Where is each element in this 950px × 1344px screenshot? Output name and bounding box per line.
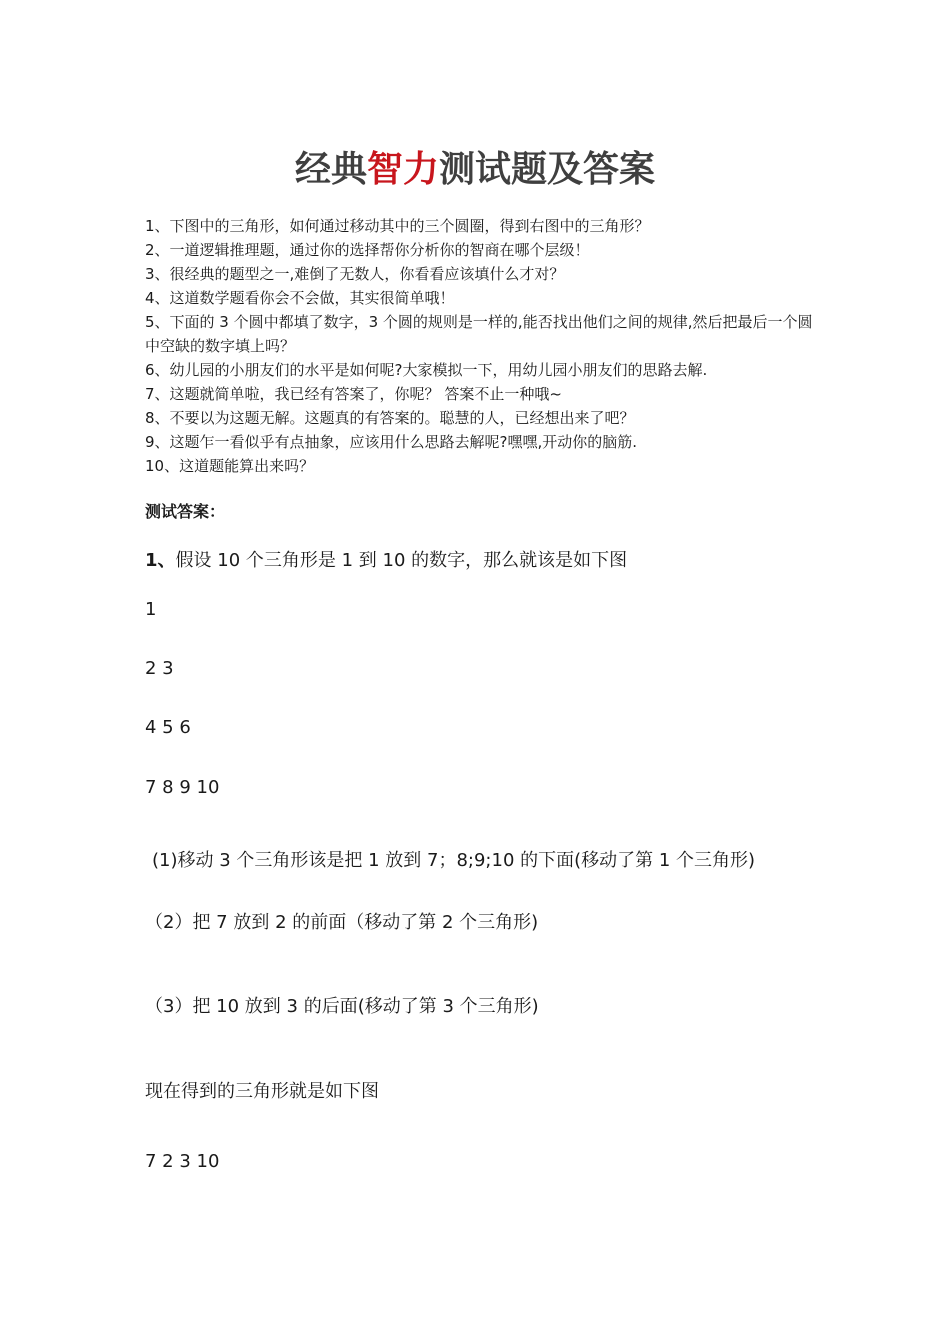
question-item: 2、一道逻辑推理题，通过你的选择帮你分析你的智商在哪个层级！ (145, 241, 590, 259)
answer-1 (145, 548, 627, 574)
step-2: （2）把 7 放到 2 的前面（移动了第 2 个三角形) (145, 912, 539, 933)
question-item: 7、这题就简单啦，我已经有答案了，你呢？ 答案不止一种哦~ (145, 385, 562, 403)
answers-heading: 测试答案： (145, 502, 226, 521)
question-item: 3、很经典的题型之一,难倒了无数人，你看看应该填什么才对？ (145, 265, 565, 283)
triangle-row: 1 (145, 599, 157, 620)
page-title (0, 146, 950, 194)
question-item: 10、这道题能算出来吗？ (145, 457, 315, 475)
result-row: 7 2 3 10 (145, 1151, 220, 1172)
step-1: (1)移动 3 个三角形该是把 1 放到 7；8;9;10 的下面(移动了第 1 个三角形) (152, 850, 756, 871)
triangle-row: 2 3 (145, 658, 174, 679)
question-list (145, 214, 817, 478)
question-item: 6、幼儿园的小朋友们的水平是如何呢?大家模拟一下，用幼儿园小朋友们的思路去解. (145, 361, 708, 379)
triangle-row: 7 8 9 10 (145, 777, 220, 798)
result-intro: 现在得到的三角形就是如下图 (145, 1081, 379, 1102)
title-part-3: 测试题及答案 (439, 149, 656, 190)
question-item: 5、下面的 3 个圆中都填了数字，3 个圆的规则是一样的,能否找出他们之间的规律,然后把最后一个圆中空缺的数字填上吗？ (145, 313, 813, 355)
question-item: 4、这道数学题看你会不会做，其实很简单哦！ (145, 289, 455, 307)
step-3: （3）把 10 放到 3 的后面(移动了第 3 个三角形) (145, 996, 539, 1017)
question-item: 1、下图中的三角形，如何通过移动其中的三个圆圈，得到右图中的三角形？ (145, 217, 650, 235)
title-highlight: 智力 (366, 149, 439, 190)
answer-1-text: 假设 10 个三角形是 1 到 10 的数字，那么就该是如下图 (175, 550, 628, 571)
question-item: 8、不要以为这题无解。这题真的有答案的。聪慧的人，已经想出来了吧？ (145, 409, 635, 427)
question-item: 9、这题乍一看似乎有点抽象，应该用什么思路去解呢?嘿嘿,开动你的脑筋. (145, 433, 638, 451)
triangle-row: 4 5 6 (145, 717, 191, 738)
answer-1-number: 1、 (145, 550, 176, 571)
title-part-1: 经典 (294, 149, 367, 190)
